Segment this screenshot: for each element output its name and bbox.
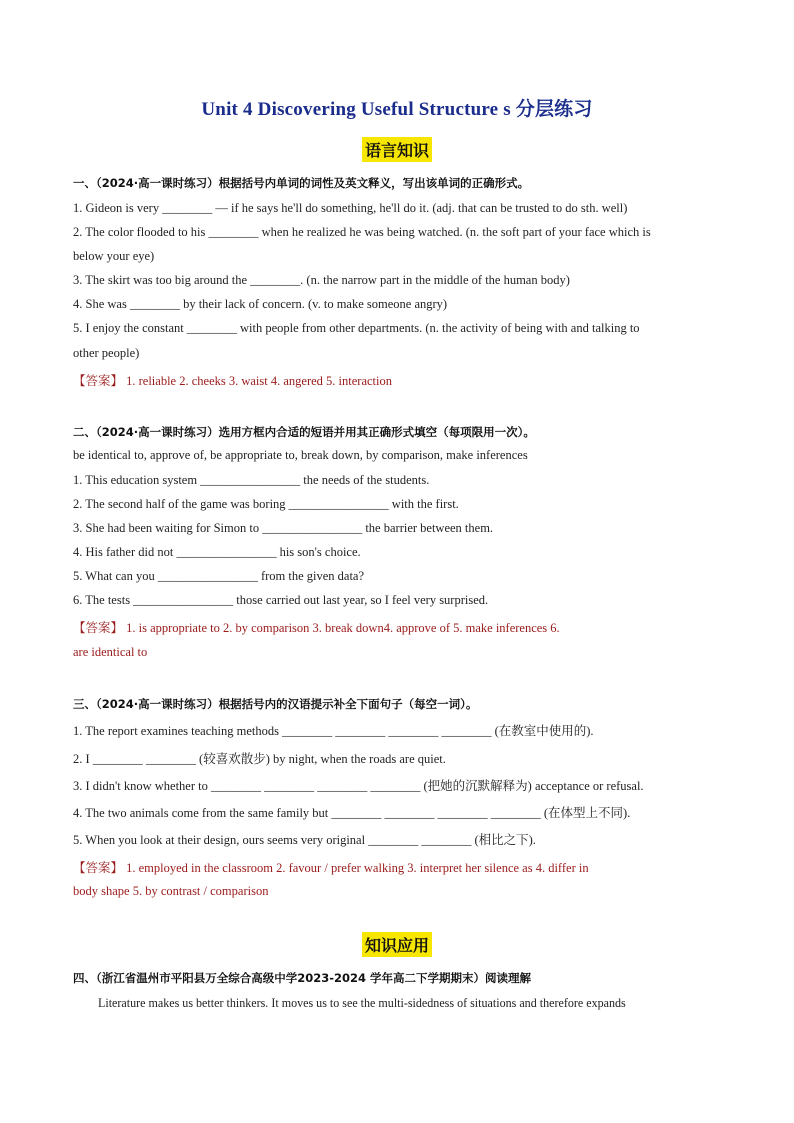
q1-line-6: 5. I enjoy the constant ________ with people from other departments. (n. the activity of being with and talking to	[73, 321, 640, 335]
q4-paragraph: Literature makes us better thinkers. It moves us to see the multi-sidedness of situations and therefore expands	[98, 996, 626, 1010]
q2-line-5: 5. What can you ________________ from the given data?	[73, 569, 365, 583]
q1-line-4: 3. The skirt was too big around the ________. (n. the narrow part in the middle of the human body)	[73, 273, 570, 287]
q1-answer: 【答案】 1. reliable 2. cheeks 3. waist 4. angered 5. interaction	[73, 374, 393, 388]
q3-line-3: 3. I didn't know whether to ________ ________ ________ ________ (把她的沉默解释为) acceptance or refusal.	[73, 779, 644, 793]
q3-line-2: 2. I ________ ________ (较喜欢散步) by night, when the roads are quiet.	[73, 752, 446, 766]
q3-line-5: 5. When you look at their design, ours seems very original ________ ________ (相比之下).	[73, 833, 536, 847]
q1-line-3: below your eye)	[73, 249, 155, 263]
q2-line-6: 6. The tests ________________ those carried out last year, so I feel very surprised.	[73, 593, 489, 607]
q3-line-1: 1. The report examines teaching methods ________ ________ ________ ________ (在教室中使用的).	[73, 724, 594, 738]
question-1-header: 一、（2024·高一课时练习）根据括号内单词的词性及英文释义，写出该单词的正确形式。	[73, 176, 530, 190]
section-heading-language-knowledge: 语言知识	[0, 137, 794, 162]
q2-answer-line-1: 【答案】 1. is appropriate to 2. by comparison 3. break down4. approve of 5. make inferences 6.	[73, 621, 560, 635]
question-3-header: 三、（2024·高一课时练习）根据括号内的汉语提示补全下面句子（每空一词）。	[73, 697, 478, 711]
q2-answer-line-2: are identical to	[73, 645, 148, 659]
question-2-header: 二、（2024·高一课时练习）选用方框内合适的短语并用其正确形式填空（每项限用一次）。	[73, 425, 535, 439]
q1-line-7: other people)	[73, 346, 140, 360]
q2-line-1: 1. This education system ________________ the needs of the students.	[73, 473, 430, 487]
q3-answer-line-2: body shape 5. by contrast / comparison	[73, 884, 269, 898]
q3-answer-line-1: 【答案】 1. employed in the classroom 2. favour / prefer walking 3. interpret her silence as 4. differ in	[73, 861, 589, 875]
q2-line-3: 3. She had been waiting for Simon to ________________ the barrier between them.	[73, 521, 494, 535]
q2-line-2: 2. The second half of the game was boring ________________ with the first.	[73, 497, 459, 511]
page-title: Unit 4 Discovering Useful Structure s 分层练习	[201, 99, 593, 120]
q2-phrase-box: be identical to, approve of, be appropriate to, break down, by comparison, make inferences	[73, 448, 528, 462]
q1-line-1: 1. Gideon is very ________ — if he says he'll do something, he'll do it. (adj. that can be trusted to do sth. well)	[73, 201, 628, 215]
question-4-header: 四、（浙江省温州市平阳县万全综合高级中学2023-2024 学年高二下学期期末）阅读理解	[73, 971, 532, 985]
q3-line-4: 4. The two animals come from the same family but ________ ________ ________ ________ (在体型上不同).	[73, 806, 631, 820]
section-heading-knowledge-application: 知识应用	[0, 932, 794, 957]
q1-line-5: 4. She was ________ by their lack of concern. (v. to make someone angry)	[73, 297, 448, 311]
q2-line-4: 4. His father did not ________________ his son's choice.	[73, 545, 361, 559]
q1-line-2: 2. The color flooded to his ________ when he realized he was being watched. (n. the soft part of your face which is	[73, 225, 651, 239]
